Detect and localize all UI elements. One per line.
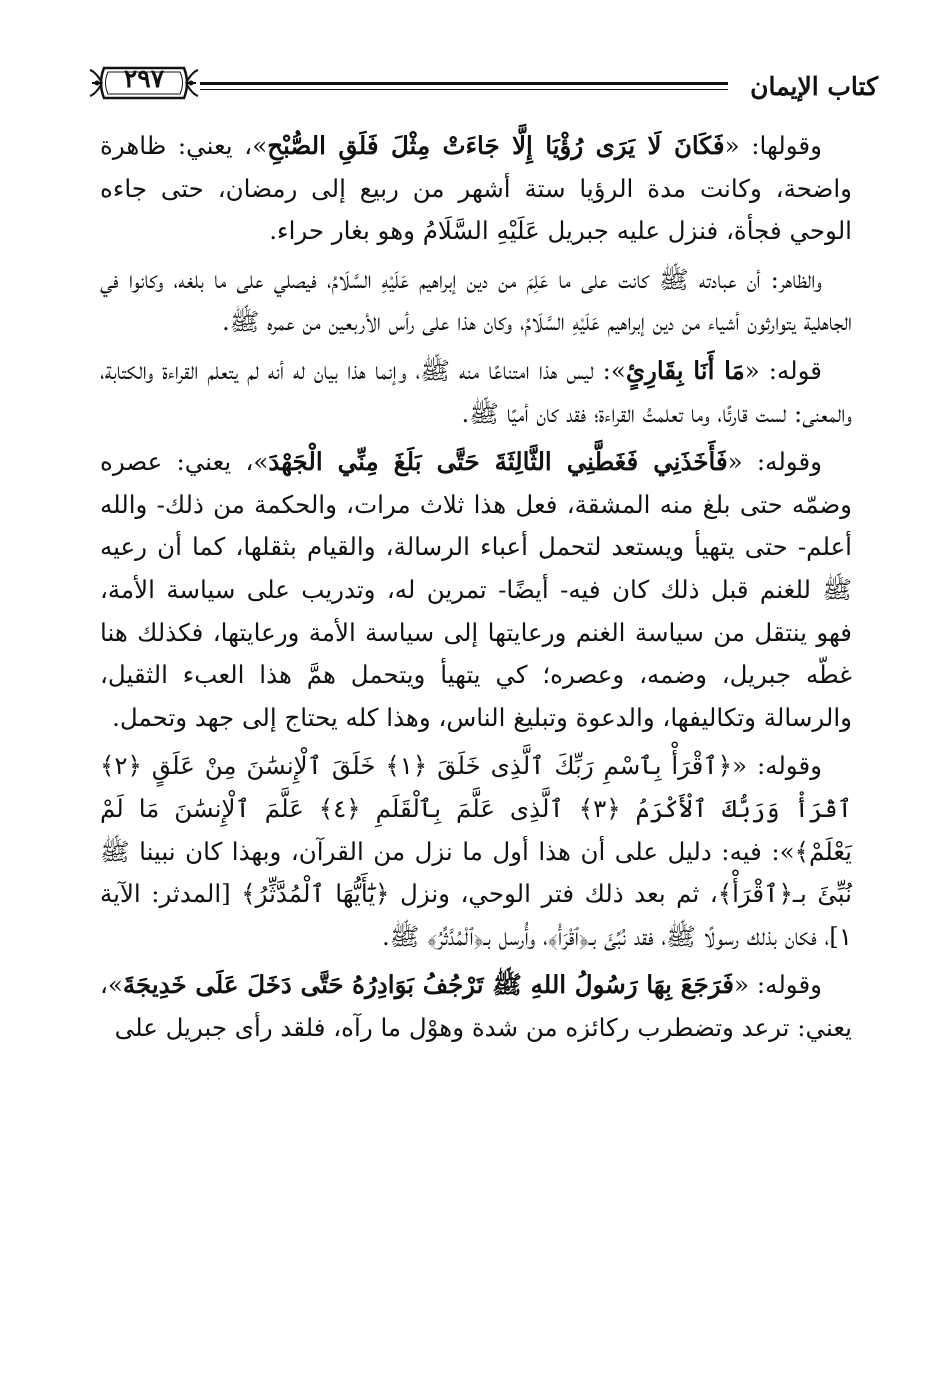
page-header [88,52,878,112]
paragraph-text: »: ليس هذا امتناعًا منه ﷺ، وإنما هذا بيان له أنه لم يتعلم القراءة والكتابة، والمعنى: لست قارئًا، وما تعلمتُ القراءة؛ فقد كان أميًا ﷺ. [100,355,852,428]
hadith-quote: فَأَخَذَنِي فَغَطَّنِي الثَّالِثَةَ حَتَّى بَلَغَ مِنِّي الْجَهْدَ [268,447,728,477]
paragraph-text: والظاهر: أن عبادته ﷺ كانت على ما عَلِمَ من دين إبراهيم عَلَيْهِ السَّلَامُ، فيصلي على ما بلغه، وكانوا في الجاهلية يتوارثون أشياء من دين إبراهيم عَلَيْهِ السَّلَامُ، وكان هذا على رأس الأربعين من عمره ﷺ. [100,264,852,337]
paragraph-lead: وقولها: « [724,131,822,160]
book-title: كتاب الإيمان [750,72,878,101]
paragraph-6 [100,964,852,1049]
paragraph-4 [100,441,852,739]
header-rule [200,82,728,85]
paragraph-text: »، يعني: ظاهرة واضحة، وكانت مدة الرؤيا ستة أشهر من ربيع إلى رمضان، حتى جاءه الوحي فجأة، فنزل عليه جبريل عَلَيْهِ السَّلَامُ وهو بغار حراء. [100,131,852,246]
paragraph-5 [100,745,852,958]
hadith-quote: مَا أَنَا بِقَارِئٍ [625,355,745,385]
hadith-quote: فَكَانَ لَا يَرَى رُؤْيَا إِلَّا جَاءَتْ مِثْلَ فَلَقِ الصُّبْحِ [267,131,725,160]
paragraph-3 [100,350,852,435]
paragraph-lead: قوله: « [744,355,822,385]
paragraph-1 [100,125,852,253]
paragraph-text: ﴾»: فيه: دليل على أن هذا أول ما نزل من القرآن، وبهذا كان نبينا ﷺ نُبِّئَ بـ﴿ٱقْرَأْ﴾، ثم بعد ذلك فتر الوحي، ونزل ﴿يَٰٓأَيُّهَا ٱلْمُدَّثِّرُ﴾ [المدثر: الآية ١]، فكان بذلك رسولًا ﷺ، فقد نُبِّئَ بـ﴿ٱقْرَأْ﴾، وأُرسل بـ﴿ٱلْمُدَّثِّرُ﴾ ﷺ. [100,836,852,951]
header-rule-thin [200,89,728,90]
paragraph-text: »، يعني: ترعد وتضطرب ركائزه من شدة وهوْل ما رآه، فلقد رأى جبريل على [100,970,852,1042]
hadith-quote: فَرَجَعَ بِهَا رَسُولُ اللهِ ﷺ تَرْجُفُ بَوَادِرُهُ حَتَّى دَخَلَ عَلَى خَدِيجَةَ [122,970,734,1000]
paragraph-text: »، يعني: عصره وضمّه حتى بلغ منه المشقة، فعل هذا ثلاث مرات، والحكمة من ذلك- والله أعلم- حتى يتهيأ ويستعد لتحمل أعباء الرسالة، والقيام بثقلها، كما أن رعيه ﷺ للغنم قبل ذلك كان فيه- أيضًا- تمرين له، وتدريب على سياسة الأمة، فهو ينتقل من سياسة الغنم ورعايتها إلى سياسة الأمة ورعايتها، فكذلك هنا غطّه جبريل، وضمه، وعصره؛ كي يتهيأ ويتحمل همَّ هذا العبء الثقيل، والرسالة وتكاليفها، والدعوة وتبليغ الناس، وهذا كله يحتاج إلى جهد وتحمل. [100,447,852,732]
page-number: ٢٩٧ [123,64,165,93]
quran-verses: ٱقْرَأْ بِٱسْمِ رَبِّكَ ٱلَّذِى خَلَقَ ﴿١﴾ خَلَقَ ٱلْإِنسَٰنَ مِنْ عَلَقٍ ﴿٢﴾ ٱقْرَأْ وَرَبُّكَ ٱلْأَكْرَمُ ﴿٣﴾ ٱلَّذِى عَلَّمَ بِٱلْقَلَمِ ﴿٤﴾ عَلَّمَ ٱلْإِنسَٰنَ مَا لَمْ يَعْلَمْ [100,751,852,866]
paragraph-lead: وقوله: «﴿ [717,751,822,781]
paragraph-lead: وقوله: « [727,447,822,477]
paragraph-lead: وقوله: « [733,970,822,1000]
page-body [100,125,852,1055]
paragraph-2 [100,259,852,344]
page-number-ornament [88,58,200,108]
